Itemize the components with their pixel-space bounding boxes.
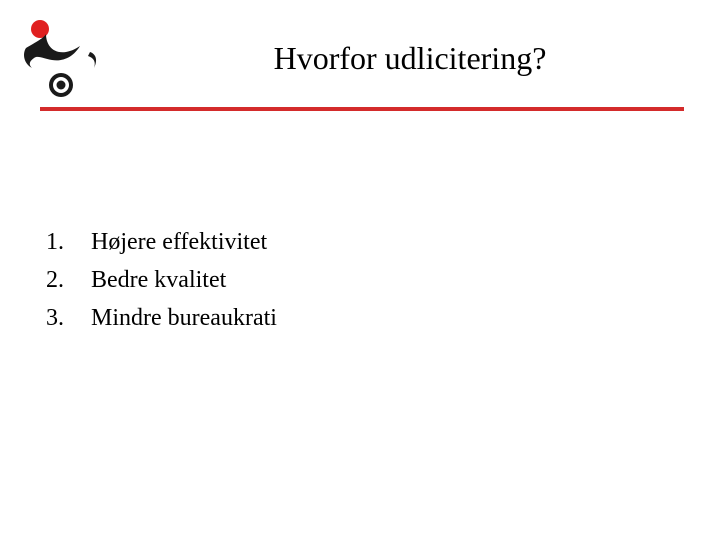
list-item-text: Højere effektivitet bbox=[91, 229, 268, 255]
list-item-number: 1. bbox=[46, 229, 64, 255]
title-divider bbox=[40, 107, 684, 111]
list-item-number: 3. bbox=[46, 305, 64, 331]
list-item bbox=[46, 299, 277, 337]
list-item bbox=[46, 261, 277, 299]
list-item-text: Mindre bureaukrati bbox=[91, 305, 277, 331]
list-item-number: 2. bbox=[46, 267, 64, 293]
list-item-text: Bedre kvalitet bbox=[91, 267, 227, 293]
slide-title: Hvorfor udlicitering? bbox=[273, 40, 547, 76]
bullet-list bbox=[46, 223, 277, 337]
list-item bbox=[46, 223, 277, 261]
organization-logo-icon bbox=[22, 16, 104, 102]
